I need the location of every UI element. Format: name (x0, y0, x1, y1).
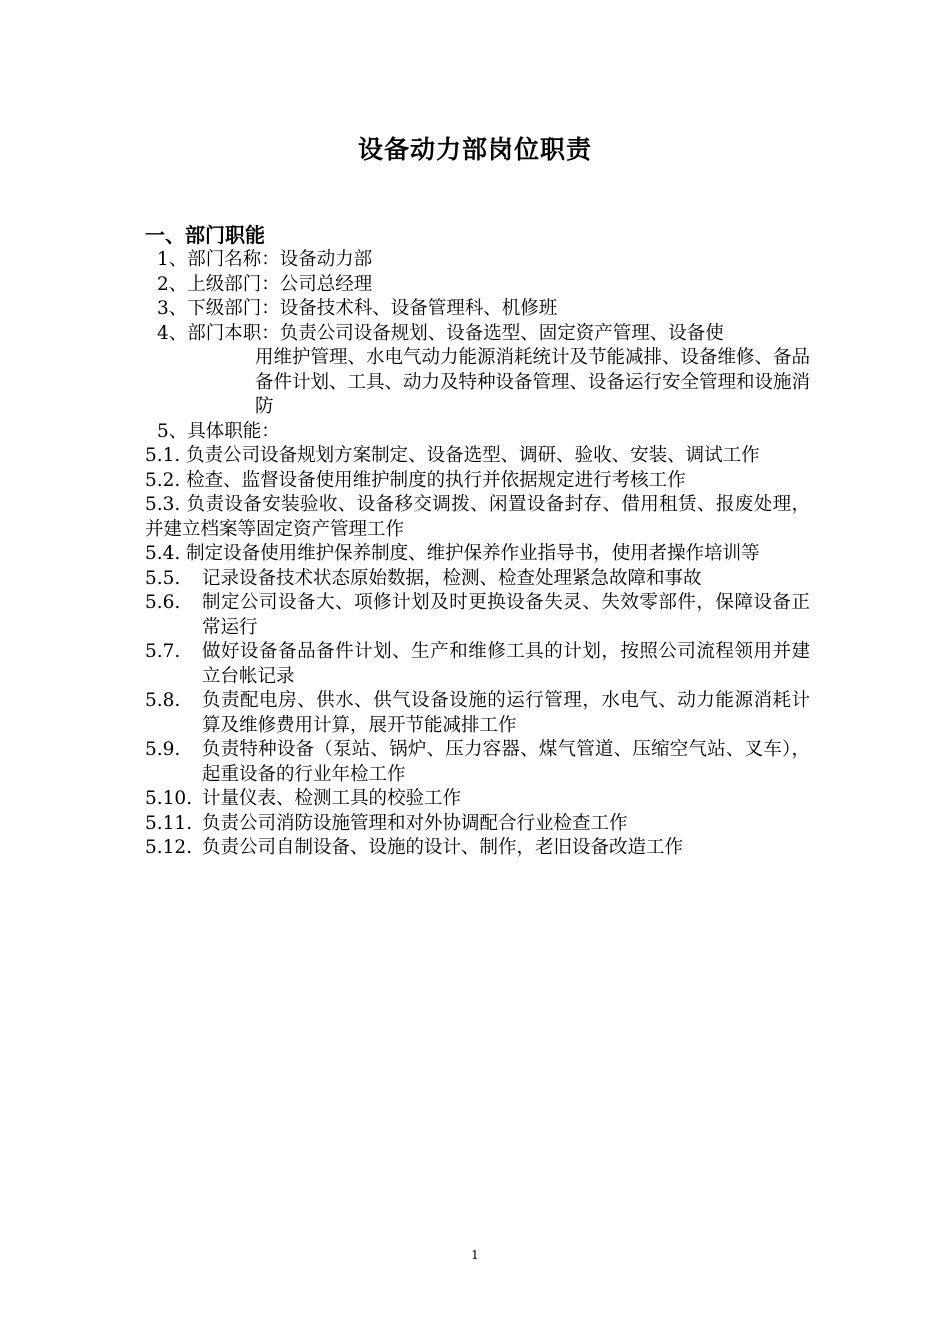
duty-item: 5.1. 负责公司设备规划方案制定、设备选型、调研、验收、安装、调试工作 (145, 445, 760, 466)
duty-item-text: 负责公司自制设备、设施的设计、制作，老旧设备改造工作 (202, 837, 684, 858)
duty-item (145, 836, 810, 861)
document-body (145, 222, 810, 861)
duty-item (145, 591, 810, 640)
duty-item-text: 负责配电房、供水、供气设备设施的运行管理，水电气、动力能源消耗计算及维修费用计算，展开节能减排工作 (202, 690, 810, 736)
specific-duties-label: 5、具体职能： (157, 420, 280, 442)
duty-item-number: 5.5. (145, 567, 181, 589)
dept-duty-label: 4、部门本职： (157, 322, 280, 344)
duty-item-number: 5.12. (145, 837, 193, 858)
dept-duty-block (145, 322, 810, 420)
duty-item: 5.4. 制定设备使用维护保养制度、维护保养作业指导书，使用者操作培训等 (145, 543, 760, 564)
duty-item: 5.3. 负责设备安装验收、设备移交调拨、闲置设备封存、借用租赁、报废处理，并建立档案等固定资产管理工作 (145, 494, 810, 540)
duty-item-number: 5.6. (145, 592, 181, 613)
dept-duty-text: 负责公司设备规划、设备选型、固定资产管理、设备使 (279, 322, 724, 344)
subordinate-dept-line: 3、下级部门：设备技术科、设备管理科、机修班 (157, 298, 558, 319)
duty-item: 5.2. 检查、监督设备使用维护制度的执行并依据规定进行考核工作 (145, 469, 686, 491)
duty-item (145, 640, 810, 689)
duty-item-text: 做好设备备品备件计划、生产和维修工具的计划，按照公司流程领用并建立台帐记录 (202, 641, 810, 687)
dept-duty-rest: 用维护管理、水电气动力能源消耗统计及节能减排、设备维修、备品备件计划、工具、动力及特种设备管理、设备运行安全管理和设施消防 (255, 347, 811, 417)
page-number: 1 (471, 1248, 479, 1262)
duty-item (145, 787, 810, 812)
duty-item (145, 738, 810, 787)
dept-name-line: 1、部门名称：设备动力部 (157, 249, 373, 270)
duty-item (145, 689, 810, 738)
duty-item-text: 制定公司设备大、项修计划及时更换设备失灵、失效零部件，保障设备正常运行 (202, 592, 810, 638)
duty-item-number: 5.10. (145, 788, 193, 809)
duty-item-number: 5.11. (145, 812, 193, 834)
duty-item-text: 负责公司消防设施管理和对外协调配合行业检查工作 (202, 812, 628, 834)
duty-item-text: 负责特种设备（泵站、锅炉、压力容器、煤气管道、压缩空气站、叉车），起重设备的行业年检工作 (202, 739, 810, 785)
superior-dept-line: 2、上级部门：公司总经理 (157, 273, 373, 295)
duty-item-text: 计量仪表、检测工具的校验工作 (202, 788, 462, 809)
duty-item (145, 567, 810, 592)
duty-item (145, 812, 810, 837)
page-title: 设备动力部岗位职责 (357, 135, 592, 164)
section-heading: 一、部门职能 (145, 223, 265, 247)
duty-item-number: 5.8. (145, 690, 181, 711)
duty-item-text: 记录设备技术状态原始数据，检测、检查处理紧急故障和事故 (202, 567, 702, 589)
duty-item-number: 5.9. (145, 739, 181, 760)
duty-item-number: 5.7. (145, 641, 181, 662)
